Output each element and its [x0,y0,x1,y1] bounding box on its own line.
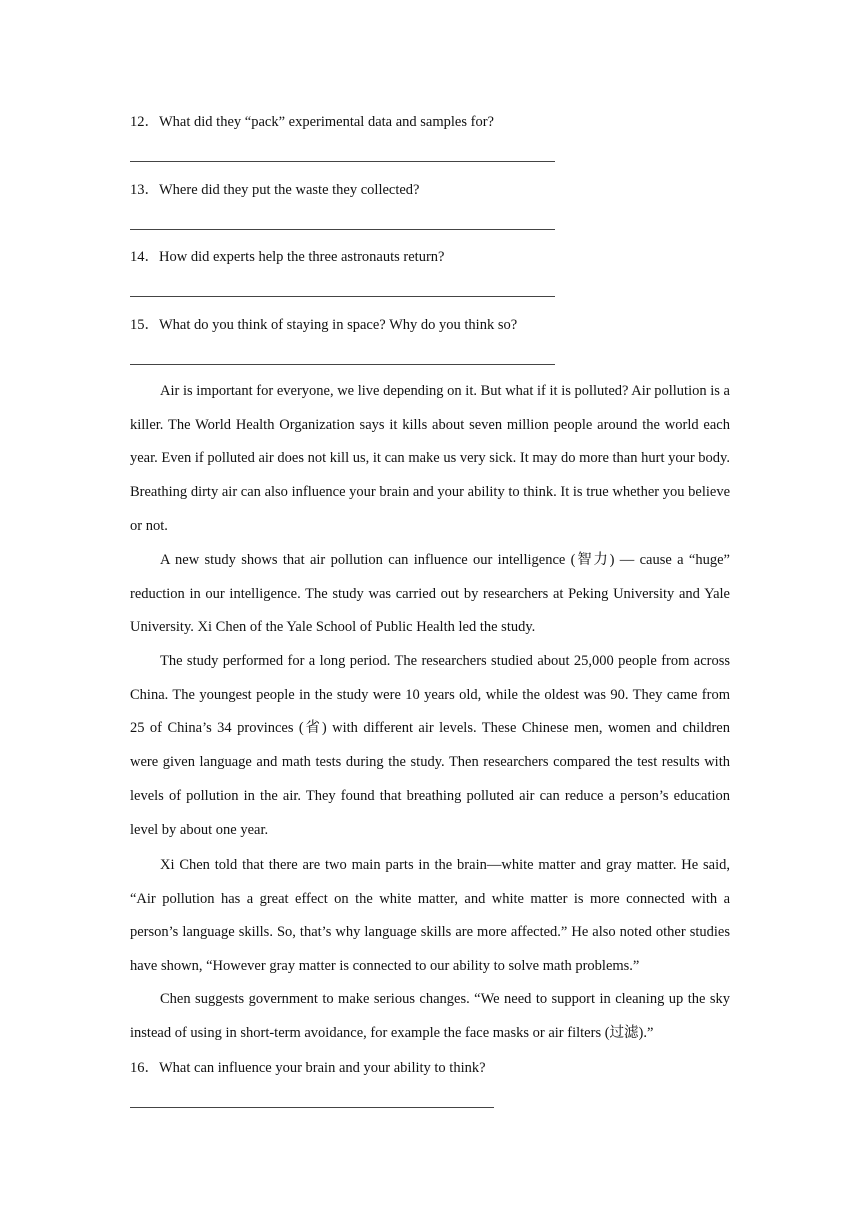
question-12: 12．What did they “pack” experimental data and samples for? [130,114,494,130]
passage-paragraph-3: The study performed for a long period. The researchers studied about 25,000 people from across China. The youngest people in the study were 10 years old, while the oldest was 90. They came from 25 of China’s 34 provinces (省) with different air levels. These Chinese men, women and children were given language and math tests during the study. Then researchers compared the test results with levels of pollution in the air. They found that breathing polluted air can reduce a person’s education level by about one year. [130,653,730,838]
answer-line-13[interactable] [130,229,555,230]
passage-paragraph-5: Chen suggests government to make serious changes. “We need to support in cleaning up the sky instead of using in short-term avoidance, for example the face masks or air filters (过滤).” [130,991,730,1041]
answer-line-15[interactable] [130,364,555,365]
answer-line-12[interactable] [130,161,555,162]
passage-paragraph-2: A new study shows that air pollution can influence our intelligence (智力) — cause a “huge” reduction in our intelligence. The study was carried out by researchers at Peking University and Yale University. Xi Chen of the Yale School of Public Health led the study. [130,552,730,636]
passage-paragraph-4: Xi Chen told that there are two main parts in the brain—white matter and gray matter. He said, “Air pollution has a great effect on the white matter, and white matter is more connected with a person’s language skills. So, that’s why language skills are more affected.” He also noted other studies have shown, “However gray matter is connected to our ability to solve math problems.” [130,857,730,975]
question-13: 13．Where did they put the waste they collected? [130,182,420,198]
answer-line-14[interactable] [130,296,555,297]
question-14: 14．How did experts help the three astronauts return? [130,249,445,265]
question-16: 16．What can influence your brain and your ability to think? [130,1060,486,1076]
passage-paragraph-1: Air is important for everyone, we live depending on it. But what if it is polluted? Air pollution is a killer. The World Health Organization says it kills about seven million people around the world each year. Even if polluted air does not kill us, it can make us very sick. It may do more than hurt your body. Breathing dirty air can also influence your brain and your ability to think. It is true whether you believe or not. [130,383,730,534]
question-15: 15．What do you think of staying in space? Why do you think so? [130,317,518,333]
answer-line-16[interactable] [130,1107,494,1108]
